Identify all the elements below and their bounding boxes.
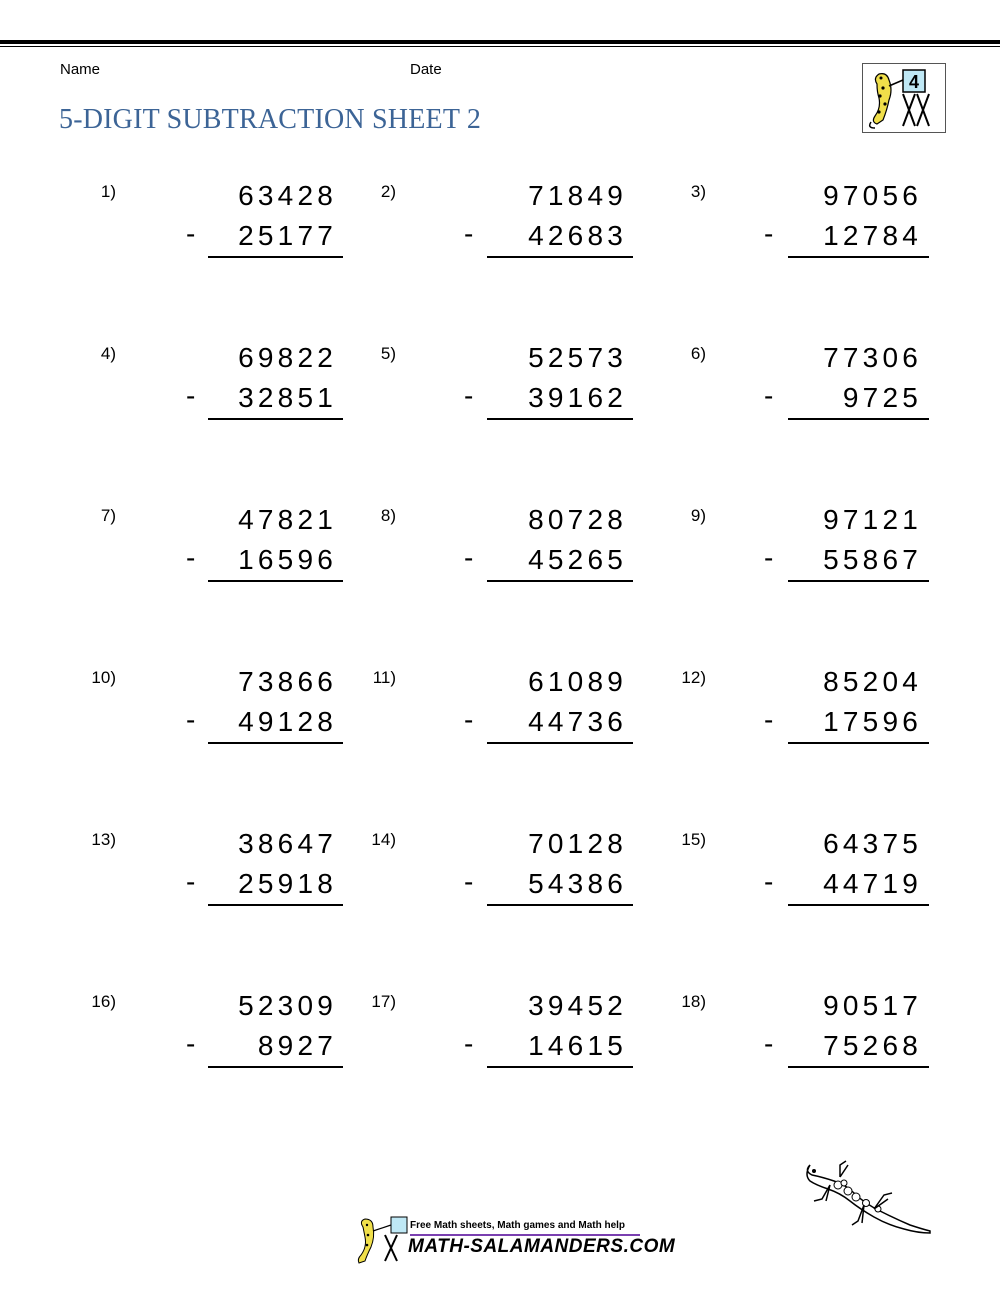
problem-number: 15) <box>681 830 706 849</box>
grade-number: 4 <box>908 72 920 92</box>
problem-number: 1) <box>100 182 116 201</box>
answer-line <box>788 580 929 582</box>
problem-number: 9) <box>690 506 706 525</box>
subtrahend: 45265 <box>528 544 627 575</box>
footer-site-link[interactable]: MATH-SALAMANDERS.COM <box>408 1236 676 1257</box>
problem-number: 16) <box>91 992 116 1011</box>
minuend: 52309 <box>238 990 337 1021</box>
subtrahend: 54386 <box>528 868 627 899</box>
answer-line <box>788 904 929 906</box>
problem-number: 14) <box>371 830 396 849</box>
minus-sign: - <box>186 866 196 897</box>
minus-sign: - <box>764 1028 774 1059</box>
problem-number: 18) <box>681 992 706 1011</box>
minus-sign: - <box>464 542 474 573</box>
subtrahend: 39162 <box>528 382 627 413</box>
minuend: 70128 <box>528 828 627 859</box>
minuend: 38647 <box>238 828 337 859</box>
minuend: 90517 <box>823 990 922 1021</box>
subtrahend: 8927 <box>257 1030 337 1061</box>
minus-sign: - <box>764 218 774 249</box>
problem-number: 6) <box>690 344 706 363</box>
problem-9 <box>0 506 1000 606</box>
problem-15 <box>0 830 1000 930</box>
minus-sign: - <box>764 866 774 897</box>
salamander-teacher-icon <box>863 64 945 132</box>
minus-sign: - <box>464 704 474 735</box>
problem-number: 12) <box>681 668 706 687</box>
minus-sign: - <box>186 218 196 249</box>
top-rule-thin <box>0 46 1000 47</box>
minuend: 52573 <box>528 342 627 373</box>
subtrahend: 49128 <box>238 706 337 737</box>
name-label: Name <box>60 61 101 78</box>
subtrahend: 32851 <box>238 382 337 413</box>
answer-line <box>788 418 929 420</box>
problem-number: 10) <box>91 668 116 687</box>
minus-sign: - <box>186 380 196 411</box>
minus-sign: - <box>464 866 474 897</box>
minuend: 69822 <box>238 342 337 373</box>
problem-3 <box>0 182 1000 282</box>
subtrahend: 12784 <box>823 220 922 251</box>
subtrahend: 9725 <box>842 382 922 413</box>
salamander-mascot-icon <box>800 1155 934 1241</box>
minuend: 64375 <box>823 828 922 859</box>
subtrahend: 25177 <box>238 220 337 251</box>
minuend: 63428 <box>238 180 337 211</box>
sheet-title: 5-DIGIT SUBTRACTION SHEET 2 <box>59 104 482 135</box>
minus-sign: - <box>464 1028 474 1059</box>
minuend: 73866 <box>238 666 337 697</box>
subtrahend: 42683 <box>528 220 627 251</box>
minus-sign: - <box>764 380 774 411</box>
subtrahend: 25918 <box>238 868 337 899</box>
subtrahend: 16596 <box>238 544 337 575</box>
minus-sign: - <box>186 704 196 735</box>
footer-tagline: Free Math sheets, Math games and Math help <box>410 1220 626 1231</box>
date-label: Date <box>410 61 442 78</box>
problem-number: 11) <box>372 668 396 687</box>
problem-number: 7) <box>100 506 116 525</box>
subtrahend: 17596 <box>823 706 922 737</box>
problem-6 <box>0 344 1000 444</box>
subtrahend: 44736 <box>528 706 627 737</box>
minuend: 47821 <box>238 504 337 535</box>
top-rule <box>0 40 1000 44</box>
answer-line <box>788 1066 929 1068</box>
subtrahend: 75268 <box>823 1030 922 1061</box>
minuend: 97121 <box>823 504 922 535</box>
minuend: 71849 <box>528 180 627 211</box>
answer-line <box>788 256 929 258</box>
subtrahend: 14615 <box>528 1030 627 1061</box>
subtrahend: 55867 <box>823 544 922 575</box>
grade-badge <box>862 63 946 133</box>
problem-number: 8) <box>380 506 396 525</box>
minuend: 61089 <box>528 666 627 697</box>
problem-number: 2) <box>380 182 396 201</box>
minuend: 39452 <box>528 990 627 1021</box>
problem-12 <box>0 668 1000 768</box>
minus-sign: - <box>464 218 474 249</box>
problem-number: 4) <box>100 344 116 363</box>
minus-sign: - <box>764 704 774 735</box>
problem-number: 17) <box>371 992 396 1011</box>
minus-sign: - <box>464 380 474 411</box>
subtrahend: 44719 <box>823 868 922 899</box>
answer-line <box>788 742 929 744</box>
minus-sign: - <box>186 1028 196 1059</box>
problem-18 <box>0 992 1000 1092</box>
minuend: 77306 <box>823 342 922 373</box>
minuend: 80728 <box>528 504 627 535</box>
problem-number: 3) <box>690 182 706 201</box>
problem-number: 5) <box>380 344 396 363</box>
minus-sign: - <box>186 542 196 573</box>
minuend: 85204 <box>823 666 922 697</box>
problem-number: 13) <box>91 830 116 849</box>
minuend: 97056 <box>823 180 922 211</box>
minus-sign: - <box>764 542 774 573</box>
